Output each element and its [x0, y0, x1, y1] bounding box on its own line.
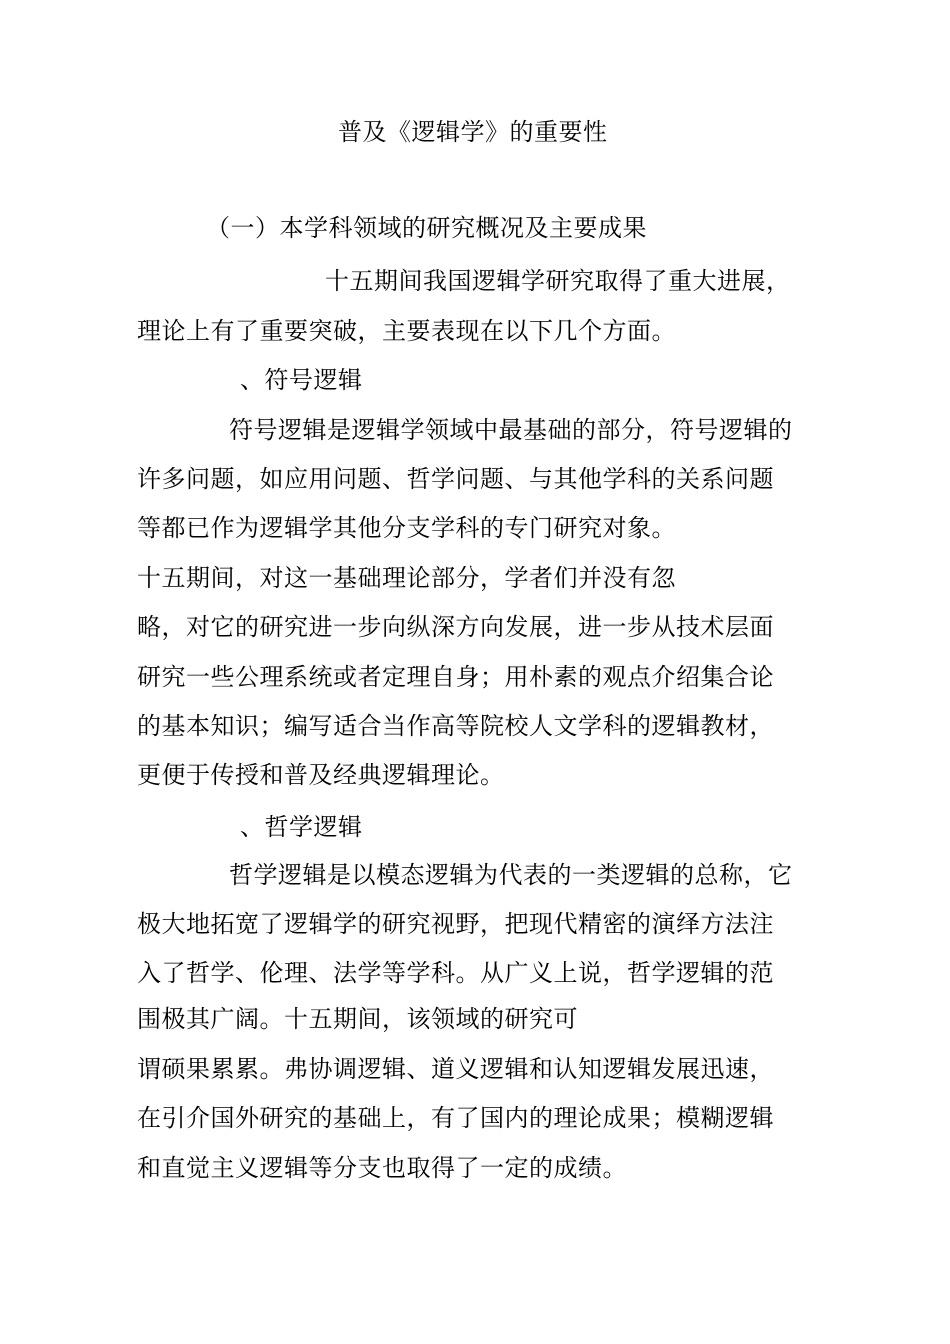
section-heading: （一）本学科领域的研究概况及主要成果	[206, 214, 647, 242]
paragraph-line: 极大地拓宽了逻辑学的研究视野，把现代精密的演绎方法注	[137, 910, 774, 938]
paragraph-line: 更便于传授和普及经典逻辑理论。	[137, 761, 505, 789]
paragraph-line: 谓硕果累累。弗协调逻辑、道义逻辑和认知逻辑发展迅速，	[137, 1055, 774, 1083]
paragraph-line: 哲学逻辑是以模态逻辑为代表的一类逻辑的总称，它	[229, 861, 793, 889]
intro-line: 理论上有了重要突破，主要表现在以下几个方面。	[137, 317, 676, 345]
document-title: 普及《逻辑学》的重要性	[338, 118, 608, 146]
paragraph-line: 入了哲学、伦理、法学等学科。从广义上说，哲学逻辑的范	[137, 959, 774, 987]
paragraph-line: 的基本知识；编写适合当作高等院校人文学科的逻辑教材，	[137, 712, 774, 740]
paragraph-line: 等都已作为逻辑学其他分支学科的专门研究对象。	[137, 514, 676, 542]
paragraph-line: 许多问题，如应用问题、哲学问题、与其他学科的关系问题	[137, 465, 774, 493]
subsection-heading-symbolic-logic: 、符号逻辑	[240, 366, 363, 394]
paragraph-line: 略，对它的研究进一步向纵深方向发展，进一步从技术层面	[137, 613, 774, 641]
paragraph-line: 在引介国外研究的基础上，有了国内的理论成果；模糊逻辑	[137, 1104, 774, 1132]
intro-line: 十五期间我国逻辑学研究取得了重大进展，	[325, 267, 791, 295]
paragraph-line: 围极其广阔。十五期间，该领域的研究可	[137, 1005, 578, 1033]
paragraph-line: 十五期间，对这一基础理论部分，学者们并没有忽	[137, 564, 676, 592]
subsection-heading-philosophical-logic: 、哲学逻辑	[240, 813, 363, 841]
paragraph-line: 符号逻辑是逻辑学领域中最基础的部分，符号逻辑的	[229, 416, 793, 444]
paragraph-line: 和直觉主义逻辑等分支也取得了一定的成绩。	[137, 1154, 627, 1182]
paragraph-line: 研究一些公理系统或者定理自身；用朴素的观点介绍集合论	[137, 663, 774, 691]
